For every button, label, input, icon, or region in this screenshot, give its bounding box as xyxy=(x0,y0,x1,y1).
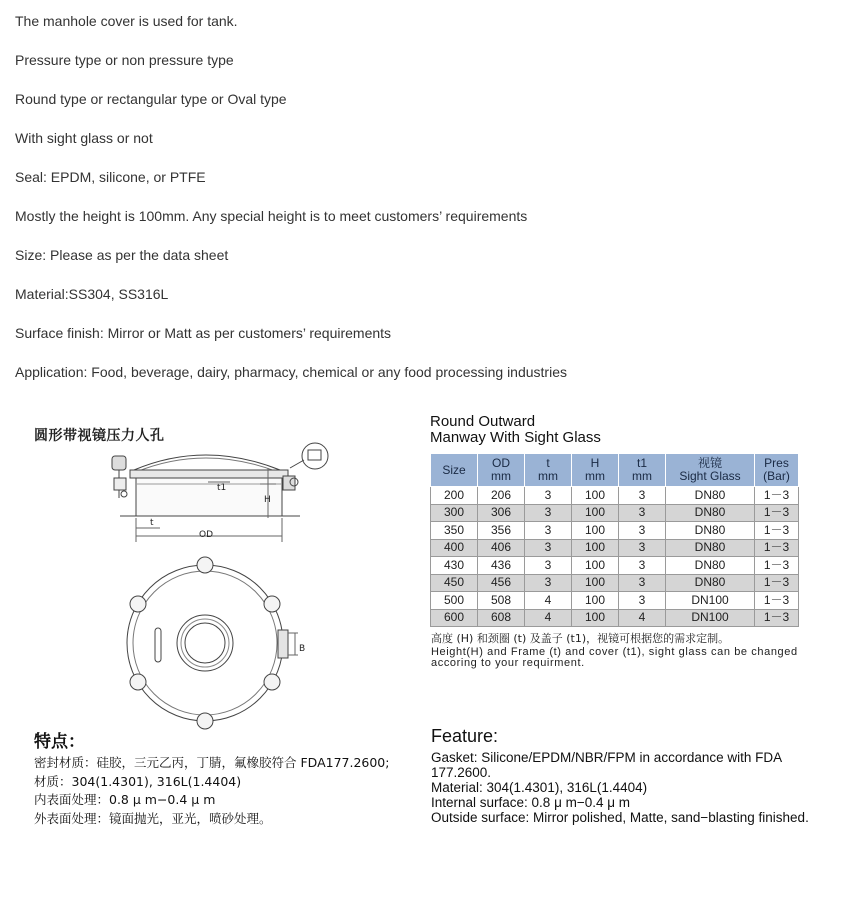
col-header: t1 mm xyxy=(619,454,666,487)
table-cell: 1－3 xyxy=(755,557,799,575)
table-title-line: Manway With Sight Glass xyxy=(430,429,601,446)
table-cell: 1－3 xyxy=(755,539,799,557)
table-note-cn: 高度 (H) 和颈圈 (t) 及盖子 (t1)，视镜可根据您的需求定制。 xyxy=(431,632,730,645)
features-cn-title: 特点： xyxy=(34,732,85,752)
table-row xyxy=(431,539,799,557)
spec-table xyxy=(430,453,799,627)
table-cell: 3 xyxy=(619,592,666,610)
description-line: With sight glass or not xyxy=(15,130,153,146)
label-b: B xyxy=(299,644,306,654)
table-cell: 4 xyxy=(525,592,572,610)
table-cell: 3 xyxy=(525,539,572,557)
table-cell: 3 xyxy=(619,522,666,540)
table-cell: 100 xyxy=(572,557,619,575)
description-line: Round type or rectangular type or Oval type xyxy=(15,91,287,107)
description-line: Application: Food, beverage, dairy, pharmacy, chemical or any food processing industries xyxy=(15,364,567,380)
table-cell: 3 xyxy=(525,574,572,592)
col-header: 视镜 Sight Glass xyxy=(666,454,755,487)
clamp-handle xyxy=(112,456,126,470)
table-cell: DN100 xyxy=(666,609,755,627)
table-cell: 356 xyxy=(478,522,525,540)
table-cell: 500 xyxy=(431,592,478,610)
feature-en-line: Outside surface: Mirror polished, Matte, sand−blasting finished. xyxy=(431,810,809,825)
table-cell: 3 xyxy=(619,504,666,522)
col-header: Pres (Bar) xyxy=(755,454,799,487)
table-cell: 200 xyxy=(431,487,478,505)
table-title-line: Round Outward xyxy=(430,413,536,430)
table-cell: 1－3 xyxy=(755,592,799,610)
table-header-row xyxy=(431,454,799,487)
table-row xyxy=(431,487,799,505)
feature-cn-line: 材质：304(1.4301), 316L(1.4404) xyxy=(34,773,242,789)
table-cell: 3 xyxy=(525,487,572,505)
feature-en-line: Material: 304(1.4301), 316L(1.4404) xyxy=(431,780,648,795)
col-header: OD mm xyxy=(478,454,525,487)
table-cell: 400 xyxy=(431,539,478,557)
label-od: OD xyxy=(199,530,214,540)
table-cell: 3 xyxy=(619,574,666,592)
table-cell: 100 xyxy=(572,522,619,540)
col-header: Size xyxy=(431,454,478,487)
label-t1: t1 xyxy=(217,483,227,493)
manway-technical-drawing xyxy=(100,438,350,738)
features-en-list xyxy=(431,750,811,825)
sight-glass-inner xyxy=(185,623,225,663)
table-cell: 450 xyxy=(431,574,478,592)
cover-outer-circle xyxy=(127,565,283,721)
table-cell: 508 xyxy=(478,592,525,610)
table-cell: 3 xyxy=(619,539,666,557)
table-cell: 1－3 xyxy=(755,574,799,592)
table-cell: 300 xyxy=(431,504,478,522)
table-cell: 100 xyxy=(572,574,619,592)
description-line: Surface finish: Mirror or Matt as per customers’ requirements xyxy=(15,325,392,341)
table-cell: 608 xyxy=(478,609,525,627)
table-row xyxy=(431,557,799,575)
table-cell: 3 xyxy=(525,557,572,575)
table-cell: 1－3 xyxy=(755,609,799,627)
description-line: Pressure type or non pressure type xyxy=(15,52,234,68)
clamp-knobs xyxy=(130,557,280,729)
cover-dome xyxy=(134,455,280,470)
feature-cn-line: 内表面处理：0.8 μ m−0.4 μ m xyxy=(34,792,216,807)
table-cell: DN80 xyxy=(666,557,755,575)
table-cell: 1－3 xyxy=(755,504,799,522)
table-cell: 306 xyxy=(478,504,525,522)
features-en-title: Feature: xyxy=(431,726,499,746)
drawing-title: 圆形带视镜压力人孔 xyxy=(34,428,165,444)
description-line: Material:SS304, SS316L xyxy=(15,286,169,302)
description-line: Mostly the height is 100mm. Any special height is to meet customers’ requirements xyxy=(15,208,528,224)
table-cell: 3 xyxy=(619,487,666,505)
feature-en-line: Internal surface: 0.8 μ m−0.4 μ m xyxy=(431,795,631,810)
description-line: The manhole cover is used for tank. xyxy=(15,13,238,29)
table-cell: 430 xyxy=(431,557,478,575)
features-cn-list xyxy=(34,754,389,828)
table-cell: 436 xyxy=(478,557,525,575)
table-cell: DN100 xyxy=(666,592,755,610)
table-cell: DN80 xyxy=(666,539,755,557)
table-cell: 1－3 xyxy=(755,522,799,540)
table-cell: 4 xyxy=(619,609,666,627)
table-row xyxy=(431,574,799,592)
table-cell: 100 xyxy=(572,487,619,505)
table-cell: 3 xyxy=(619,557,666,575)
table-cell: 1－3 xyxy=(755,487,799,505)
table-cell: 406 xyxy=(478,539,525,557)
table-cell: 206 xyxy=(478,487,525,505)
table-cell: 350 xyxy=(431,522,478,540)
table-row xyxy=(431,522,799,540)
description-list xyxy=(15,13,567,403)
cover-flange xyxy=(130,470,288,478)
table-row xyxy=(431,504,799,522)
table-cell: 456 xyxy=(478,574,525,592)
feature-en-line: Gasket: Silicone/EPDM/NBR/FPM in accordance with FDA 177.2600. xyxy=(431,750,782,780)
table-cell: 100 xyxy=(572,609,619,627)
table-cell: DN80 xyxy=(666,522,755,540)
table-cell: 600 xyxy=(431,609,478,627)
col-header: H mm xyxy=(572,454,619,487)
feature-cn-line: 外表面处理：镜面抛光，亚光，喷砂处理。 xyxy=(34,810,272,826)
table-cell: 100 xyxy=(572,539,619,557)
table-cell: DN80 xyxy=(666,504,755,522)
table-cell: DN80 xyxy=(666,487,755,505)
table-cell: 100 xyxy=(572,592,619,610)
table-cell: 3 xyxy=(525,504,572,522)
table-title xyxy=(430,414,601,446)
label-t: t xyxy=(150,518,154,528)
table-cell: 100 xyxy=(572,504,619,522)
table-cell: DN80 xyxy=(666,574,755,592)
table-cell: 3 xyxy=(525,522,572,540)
feature-cn-line: 密封材质：硅胶，三元乙丙，丁腈，氟橡胶符合 FDA177.2600; xyxy=(34,755,390,770)
description-line: Size: Please as per the data sheet xyxy=(15,247,229,263)
table-row xyxy=(431,609,799,627)
table-note-en: Height(H) and Frame (t) and cover (t1), sight glass can be changed accoring to your requirment. xyxy=(431,646,798,669)
table-row xyxy=(431,592,799,610)
label-h: H xyxy=(264,495,271,505)
table-cell: 4 xyxy=(525,609,572,627)
col-header: t mm xyxy=(525,454,572,487)
description-line: Seal: EPDM, silicone, or PTFE xyxy=(15,169,206,185)
